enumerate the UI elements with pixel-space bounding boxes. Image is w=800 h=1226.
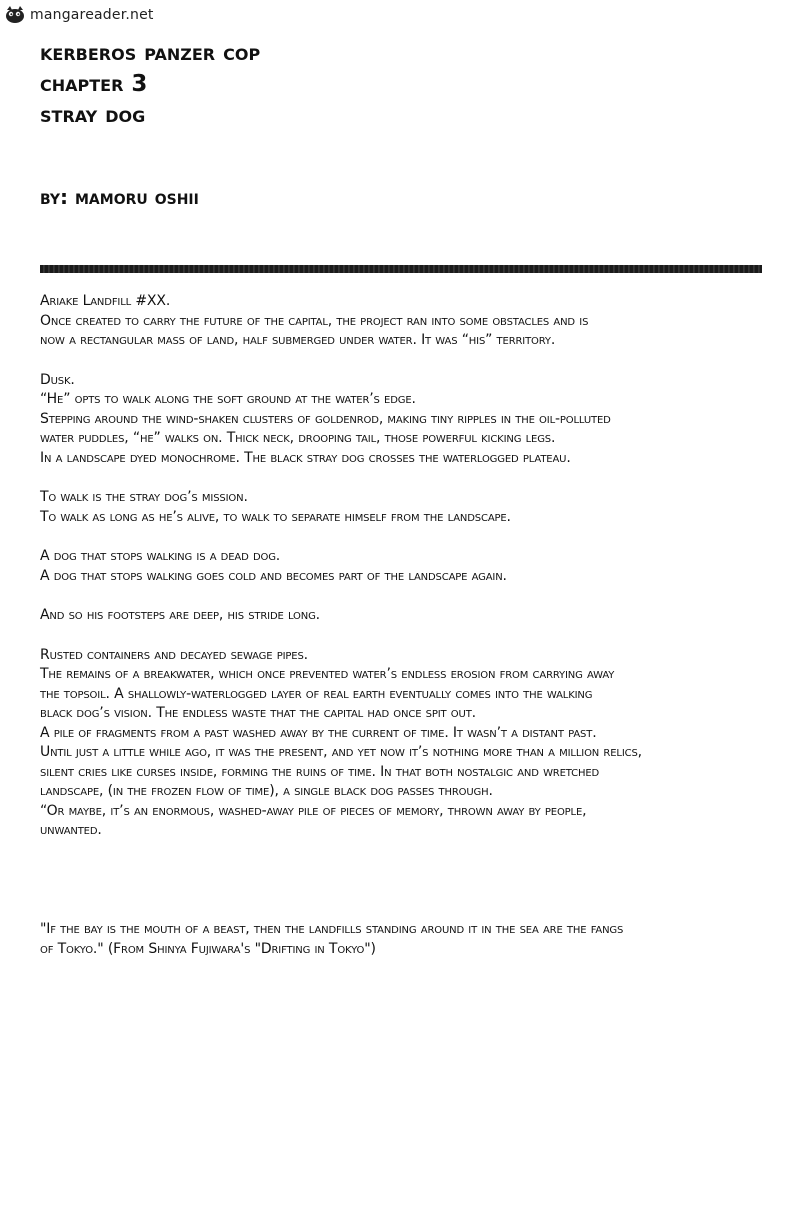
story-paragraph [40, 646, 770, 841]
story-paragraph [40, 488, 770, 527]
story-line: And so his footsteps are deep, his stride long. [40, 607, 320, 623]
story-line: In a landscape dyed monochrome. The black stray dog crosses the waterlogged plateau. [40, 449, 571, 466]
story-line: To walk is the stray dog’s mission. [40, 489, 248, 505]
story-line: To walk as long as he’s alive, to walk to separate himself from the landscape. [40, 508, 511, 525]
story-line: The remains of a breakwater, which once prevented water’s endless erosion from carrying away [40, 666, 615, 682]
series-title: kerberos panzer cop [40, 40, 261, 66]
mascot-logo-icon [4, 5, 26, 25]
story-line: the topsoil. A shallowly-waterlogged layer of real earth eventually comes into the walking [40, 685, 593, 702]
story-line: Once created to carry the future of the capital, the project ran into some obstacles and is [40, 312, 589, 329]
story-body [40, 292, 770, 861]
story-line: A pile of fragments from a past washed away by the current of time. It wasn’t a distant past. [40, 724, 597, 741]
story-paragraph [40, 292, 770, 351]
story-line: Until just a little while ago, it was the present, and yet now it’s nothing more than a million relics, [40, 744, 642, 760]
chapter-number: chapter 3 [40, 71, 148, 97]
story-line: A dog that stops walking is a dead dog. [40, 548, 281, 564]
watermark-text: mangareader.net [30, 7, 154, 23]
story-line: Stepping around the wind-shaken clusters of goldenrod, making tiny ripples in the oil-polluted [40, 410, 611, 427]
story-line: “He” opts to walk along the soft ground at the water’s edge. [40, 391, 416, 407]
story-line: Ariake Landfill #XX. [40, 293, 171, 309]
story-line: now a rectangular mass of land, half submerged under water. It was “his” territory. [40, 332, 556, 348]
story-paragraph [40, 547, 770, 586]
story-paragraph [40, 371, 770, 469]
story-line: landscape, (in the frozen flow of time), a single black dog passes through. [40, 783, 493, 799]
chapter-title-block [40, 38, 260, 131]
story-line: Dusk. [40, 371, 75, 388]
story-paragraph [40, 606, 770, 626]
quote-line: of Tokyo." (From Shinya Fujiwara's "Drifting in Tokyo") [40, 940, 376, 957]
story-line: black dog’s vision. The endless waste that the capital had once spit out. [40, 705, 476, 721]
story-line: silent cries like curses inside, forming the ruins of time. In that both nostalgic and wretched [40, 763, 600, 780]
story-line: unwanted. [40, 822, 102, 838]
story-line: A dog that stops walking goes cold and becomes part of the landscape again. [40, 567, 507, 584]
story-line: Rusted containers and decayed sewage pipes. [40, 646, 308, 663]
watermark [4, 4, 154, 26]
section-divider [40, 265, 762, 273]
chapter-name: stray dog [40, 102, 146, 128]
quote-line: "If the bay is the mouth of a beast, then the landfills standing around it in the sea are the fangs [40, 921, 624, 937]
author-byline: by: mamoru oshii [40, 185, 199, 209]
story-line: water puddles, “he” walks on. Thick neck, drooping tail, those powerful kicking legs. [40, 430, 556, 446]
epigraph-quote [40, 920, 770, 959]
story-line: “Or maybe, it’s an enormous, washed-away pile of pieces of memory, thrown away by people, [40, 802, 587, 819]
